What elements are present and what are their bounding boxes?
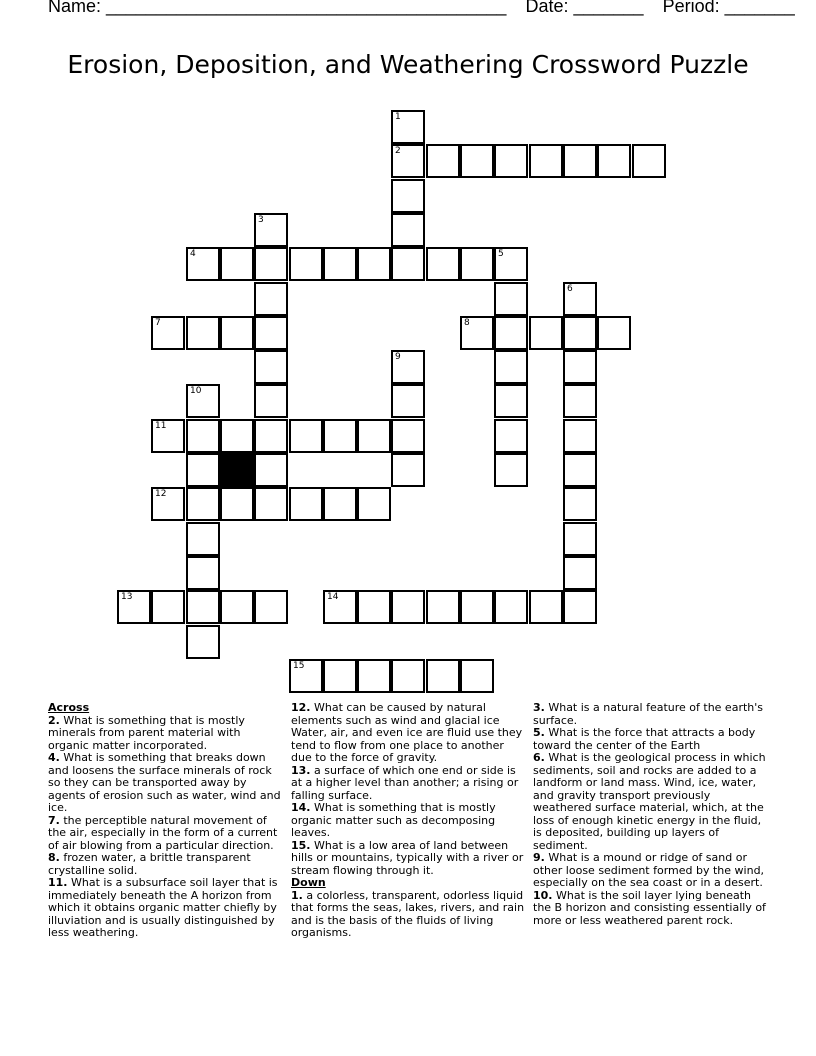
grid-cell[interactable] bbox=[494, 282, 528, 316]
grid-cell[interactable] bbox=[391, 419, 425, 453]
grid-cell[interactable] bbox=[494, 419, 528, 453]
clue-across-7: 7. the perceptible natural movement of the air, especially in the form of a current of air blowing from a particular direction. bbox=[48, 813, 278, 852]
grid-cell[interactable] bbox=[494, 316, 528, 350]
grid-cell[interactable] bbox=[494, 247, 528, 281]
grid-cell[interactable] bbox=[323, 590, 357, 624]
grid-cell[interactable] bbox=[254, 453, 288, 487]
grid-cell-number: 5 bbox=[498, 249, 504, 259]
grid-cell[interactable] bbox=[529, 590, 563, 624]
down-heading: Down bbox=[291, 876, 326, 889]
grid-cell[interactable] bbox=[254, 316, 288, 350]
grid-cell-number: 7 bbox=[155, 318, 161, 328]
grid-cell[interactable] bbox=[254, 419, 288, 453]
grid-cell-number: 13 bbox=[121, 592, 133, 602]
clue-across-11: 11. What is a subsurface soil layer that is immediately beneath the A horizon from which it obtains organic matter chiefly by illuviation and is usually distinguished by less weathering. bbox=[48, 876, 278, 939]
grid-cell[interactable] bbox=[220, 590, 254, 624]
grid-cell[interactable] bbox=[289, 659, 323, 693]
clue-down-1: 1. a colorless, transparent, odorless liquid that forms the seas, lakes, rivers, and rain and is the basis of the fluids of living organisms. bbox=[291, 888, 525, 939]
grid-cell[interactable] bbox=[289, 487, 323, 521]
grid-cell-number: 10 bbox=[190, 386, 202, 396]
grid-cell[interactable] bbox=[254, 384, 288, 418]
grid-cell[interactable] bbox=[151, 316, 185, 350]
grid-cell[interactable] bbox=[186, 453, 220, 487]
grid-cell[interactable] bbox=[220, 247, 254, 281]
grid-cell[interactable] bbox=[186, 556, 220, 590]
grid-cell[interactable] bbox=[563, 144, 597, 178]
grid-cell[interactable] bbox=[186, 247, 220, 281]
grid-cell[interactable] bbox=[460, 316, 494, 350]
grid-cell[interactable] bbox=[494, 590, 528, 624]
name-field-label[interactable]: Name: ________________________________________ bbox=[48, 0, 507, 16]
clue-down-10: 10. What is the soil layer lying beneath the B horizon and consisting essentially of more or less weathered parent rock. bbox=[533, 888, 766, 927]
grid-cell-number: 1 bbox=[395, 112, 401, 122]
clue-down-5: 5. What is the force that attracts a body toward the center of the Earth bbox=[533, 726, 756, 752]
grid-cell[interactable] bbox=[391, 453, 425, 487]
grid-cell-number: 12 bbox=[155, 489, 167, 499]
clue-across-15: 15. What is a low area of land between hills or mountains, typically with a river or stream flowing through it. bbox=[291, 838, 524, 877]
grid-cell-number: 9 bbox=[395, 352, 401, 362]
grid-cell[interactable] bbox=[460, 144, 494, 178]
grid-cell[interactable] bbox=[289, 247, 323, 281]
grid-cell[interactable] bbox=[220, 487, 254, 521]
period-field-label[interactable]: Period: _______ bbox=[662, 0, 795, 16]
clue-down-9: 9. What is a mound or ridge of sand or other loose sediment formed by the wind, especially on the sea coast or in a desert. bbox=[533, 851, 765, 889]
grid-cell[interactable] bbox=[254, 590, 288, 624]
grid-cell[interactable] bbox=[323, 659, 357, 693]
grid-cell-number: 11 bbox=[155, 421, 167, 431]
grid-cell[interactable] bbox=[254, 350, 288, 384]
clue-across-13: 13. a surface of which one end or side is at a higher level than another; a rising or falling surface. bbox=[291, 763, 519, 802]
grid-cell[interactable] bbox=[494, 350, 528, 384]
grid-cell[interactable] bbox=[529, 316, 563, 350]
grid-cell[interactable] bbox=[460, 659, 494, 693]
grid-cell[interactable] bbox=[357, 590, 391, 624]
grid-cell[interactable] bbox=[254, 282, 288, 316]
clue-across-2: 2. What is something that is mostly minerals from parent material with organic matter incorporated. bbox=[48, 713, 245, 752]
grid-cell-number: 2 bbox=[395, 146, 401, 156]
grid-cell[interactable] bbox=[323, 247, 357, 281]
grid-cell[interactable] bbox=[597, 316, 631, 350]
grid-cell-number: 8 bbox=[464, 318, 470, 328]
grid-cell[interactable] bbox=[632, 144, 666, 178]
grid-cell[interactable] bbox=[391, 247, 425, 281]
grid-cell-number: 6 bbox=[567, 284, 573, 294]
grid-cell[interactable] bbox=[391, 213, 425, 247]
grid-cell[interactable] bbox=[494, 453, 528, 487]
grid-cell[interactable] bbox=[460, 590, 494, 624]
grid-cell[interactable] bbox=[426, 247, 460, 281]
grid-cell[interactable] bbox=[563, 282, 597, 316]
grid-cell-number: 14 bbox=[327, 592, 339, 602]
grid-cell[interactable] bbox=[289, 419, 323, 453]
grid-cell[interactable] bbox=[357, 659, 391, 693]
clue-across-14: 14. What is something that is mostly organic matter such as decomposing leaves. bbox=[291, 801, 496, 839]
grid-cell[interactable] bbox=[391, 179, 425, 213]
grid-cell[interactable] bbox=[494, 384, 528, 418]
grid-cell[interactable] bbox=[563, 556, 597, 590]
grid-cell[interactable] bbox=[563, 419, 597, 453]
grid-cell[interactable] bbox=[563, 384, 597, 418]
grid-cell[interactable] bbox=[391, 590, 425, 624]
grid-cell[interactable] bbox=[220, 419, 254, 453]
grid-cell[interactable] bbox=[563, 590, 597, 624]
grid-cell[interactable] bbox=[186, 522, 220, 556]
grid-cell[interactable] bbox=[151, 590, 185, 624]
grid-cell[interactable] bbox=[391, 110, 425, 144]
grid-cell[interactable] bbox=[220, 316, 254, 350]
grid-cell[interactable] bbox=[357, 419, 391, 453]
grid-cell-number: 4 bbox=[190, 249, 196, 259]
clues-column-2 bbox=[291, 702, 527, 940]
grid-cell[interactable] bbox=[426, 659, 460, 693]
grid-cell[interactable] bbox=[563, 453, 597, 487]
grid-cell-number: 3 bbox=[258, 215, 264, 225]
grid-cell[interactable] bbox=[186, 625, 220, 659]
grid-cell-number: 15 bbox=[293, 661, 305, 671]
page-title: Erosion, Deposition, and Weathering Crossword Puzzle bbox=[67, 50, 749, 79]
grid-cell[interactable] bbox=[494, 144, 528, 178]
grid-cell[interactable] bbox=[151, 419, 185, 453]
date-field-label[interactable]: Date: _______ bbox=[525, 0, 644, 16]
across-heading: Across bbox=[48, 701, 90, 714]
grid-cell[interactable] bbox=[391, 384, 425, 418]
grid-cell[interactable] bbox=[186, 419, 220, 453]
grid-block-cell bbox=[220, 453, 254, 487]
grid-cell[interactable] bbox=[151, 487, 185, 521]
grid-cell[interactable] bbox=[391, 144, 425, 178]
grid-cell[interactable] bbox=[391, 350, 425, 384]
grid-cell[interactable] bbox=[563, 522, 597, 556]
grid-cell[interactable] bbox=[563, 487, 597, 521]
grid-cell[interactable] bbox=[426, 590, 460, 624]
grid-cell[interactable] bbox=[563, 316, 597, 350]
grid-cell[interactable] bbox=[254, 247, 288, 281]
grid-cell[interactable] bbox=[186, 487, 220, 521]
grid-cell[interactable] bbox=[117, 590, 151, 624]
grid-cell[interactable] bbox=[186, 384, 220, 418]
clue-down-3: 3. What is a natural feature of the earth's surface. bbox=[533, 701, 764, 727]
grid-cell[interactable] bbox=[426, 144, 460, 178]
clue-across-8: 8. frozen water, a brittle transparent crystalline solid. bbox=[48, 851, 251, 877]
clues-column-1 bbox=[48, 702, 284, 940]
grid-cell[interactable] bbox=[597, 144, 631, 178]
grid-cell[interactable] bbox=[391, 659, 425, 693]
clues-column-3 bbox=[533, 702, 769, 927]
grid-cell[interactable] bbox=[529, 144, 563, 178]
grid-cell[interactable] bbox=[254, 213, 288, 247]
grid-cell[interactable] bbox=[323, 419, 357, 453]
grid-cell[interactable] bbox=[186, 316, 220, 350]
clue-down-6: 6. What is the geological process in which sediments, soil and rocks are added to a landform or land mass. Wind, ice, water, and gravity transport previously weathered surface material, which, at the loss of enough kinetic energy in the fluid, is deposited, building up layers of sediment. bbox=[533, 751, 766, 852]
grid-cell[interactable] bbox=[323, 487, 357, 521]
grid-cell[interactable] bbox=[563, 350, 597, 384]
grid-cell[interactable] bbox=[357, 487, 391, 521]
grid-cell[interactable] bbox=[254, 487, 288, 521]
grid-cell[interactable] bbox=[186, 590, 220, 624]
grid-cell[interactable] bbox=[460, 247, 494, 281]
clue-across-12: 12. What can be caused by natural elements such as wind and glacial ice Water, air, and even ice are fluid use they tend to flow from one place to another due to the force of gravity. bbox=[291, 701, 523, 764]
grid-cell[interactable] bbox=[357, 247, 391, 281]
clue-across-4: 4. What is something that breaks down and loosens the surface minerals of rock so they can be transported away by agents of erosion such as water, wind and ice. bbox=[48, 751, 281, 814]
